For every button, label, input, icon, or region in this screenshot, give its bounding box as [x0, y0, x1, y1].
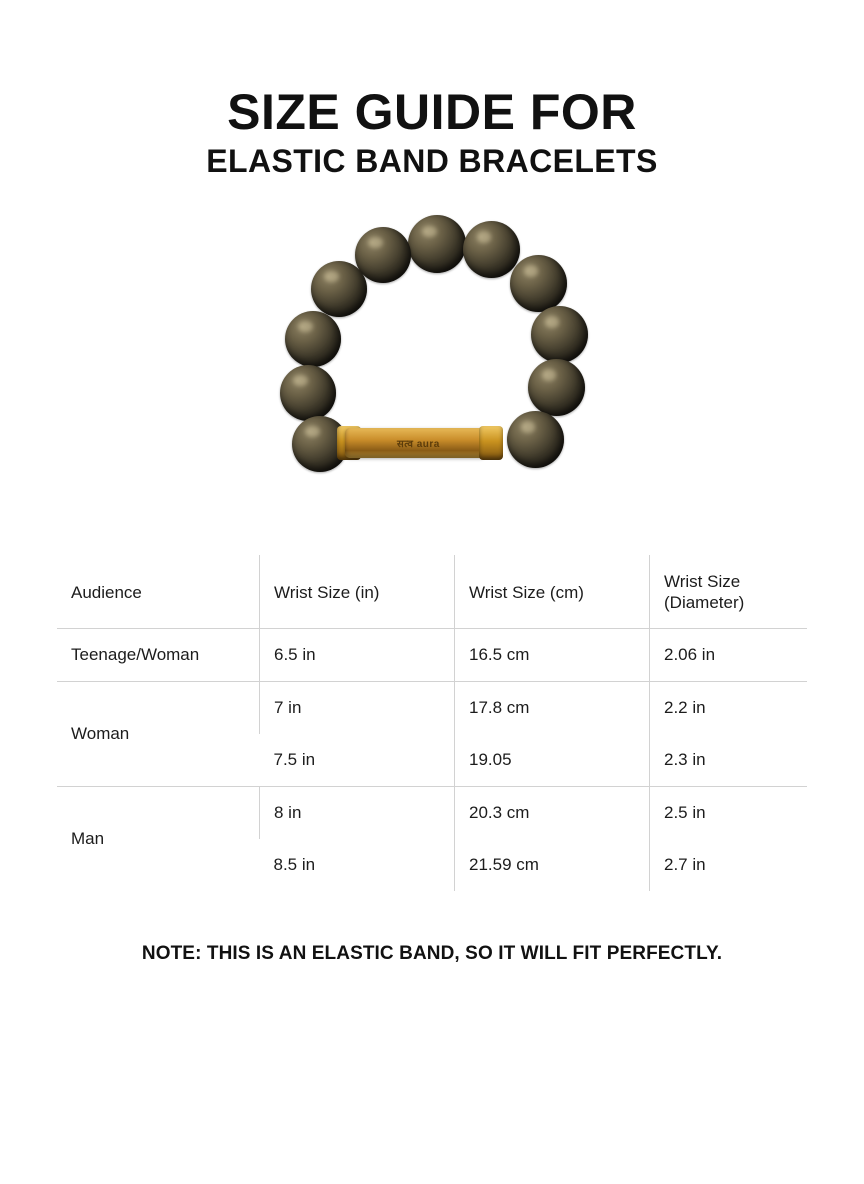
bead-icon	[285, 311, 341, 367]
cell-audience: Man	[71, 828, 105, 848]
cell-wrist-inches: 6.5 in	[260, 628, 455, 681]
cell-wrist-diameter: 2.06 in	[650, 628, 808, 681]
size-table-body	[57, 628, 807, 891]
table-row	[57, 681, 807, 734]
bead-icon	[510, 255, 567, 312]
cell-wrist-diameter: 2.3 in	[650, 734, 808, 787]
size-table-wrapper	[57, 555, 807, 891]
cell-wrist-cm: 19.05	[455, 734, 650, 787]
cell-wrist-cm: 16.5 cm	[455, 628, 650, 681]
bead-icon	[408, 215, 466, 273]
page-heading	[0, 0, 864, 179]
size-table-head	[57, 555, 807, 628]
elastic-band-note: NOTE: THIS IS AN ELASTIC BAND, SO IT WILL FIT PERFECTLY.	[141, 942, 723, 964]
table-row	[57, 628, 807, 681]
cell-wrist-inches: 7.5 in	[260, 734, 455, 787]
cell-wrist-inches: 7 in	[260, 681, 455, 734]
size-table	[57, 555, 807, 891]
cell-wrist-diameter: 2.7 in	[650, 839, 808, 891]
column-header-wrist-inches: Wrist Size (in)	[260, 555, 455, 628]
bead-icon	[507, 411, 564, 468]
bead-icon	[528, 359, 585, 416]
bead-icon	[463, 221, 520, 278]
column-header-wrist-cm: Wrist Size (cm)	[455, 555, 650, 628]
cell-audience: Teenage/Woman	[57, 628, 260, 681]
table-row	[57, 786, 807, 839]
bead-icon	[531, 306, 588, 363]
page-title: SIZE GUIDE FOR	[227, 84, 637, 140]
bead-icon	[311, 261, 367, 317]
bracelet-illustration	[267, 207, 597, 507]
cell-wrist-diameter: 2.5 in	[650, 786, 808, 839]
page-subtitle: ELASTIC BAND BRACELETS	[206, 143, 658, 179]
column-header-audience: Audience	[57, 555, 260, 628]
clasp-engraving-text: सत्व aura	[397, 439, 440, 451]
cell-audience: Woman	[57, 681, 260, 786]
cell-wrist-cm: 17.8 cm	[455, 681, 650, 734]
cell-wrist-inches: 8 in	[260, 786, 455, 839]
cell-wrist-inches: 8.5 in	[273, 854, 316, 874]
cell-wrist-cm: 20.3 cm	[455, 786, 650, 839]
cell-wrist-cm: 21.59 cm	[455, 839, 650, 891]
column-header-wrist-diameter: Wrist Size (Diameter)	[650, 555, 808, 628]
table-header-row	[57, 555, 807, 628]
cell-wrist-diameter: 2.2 in	[650, 681, 808, 734]
clasp-cap-right-icon	[479, 426, 503, 460]
bead-icon	[280, 365, 336, 421]
product-image-area	[0, 207, 864, 537]
